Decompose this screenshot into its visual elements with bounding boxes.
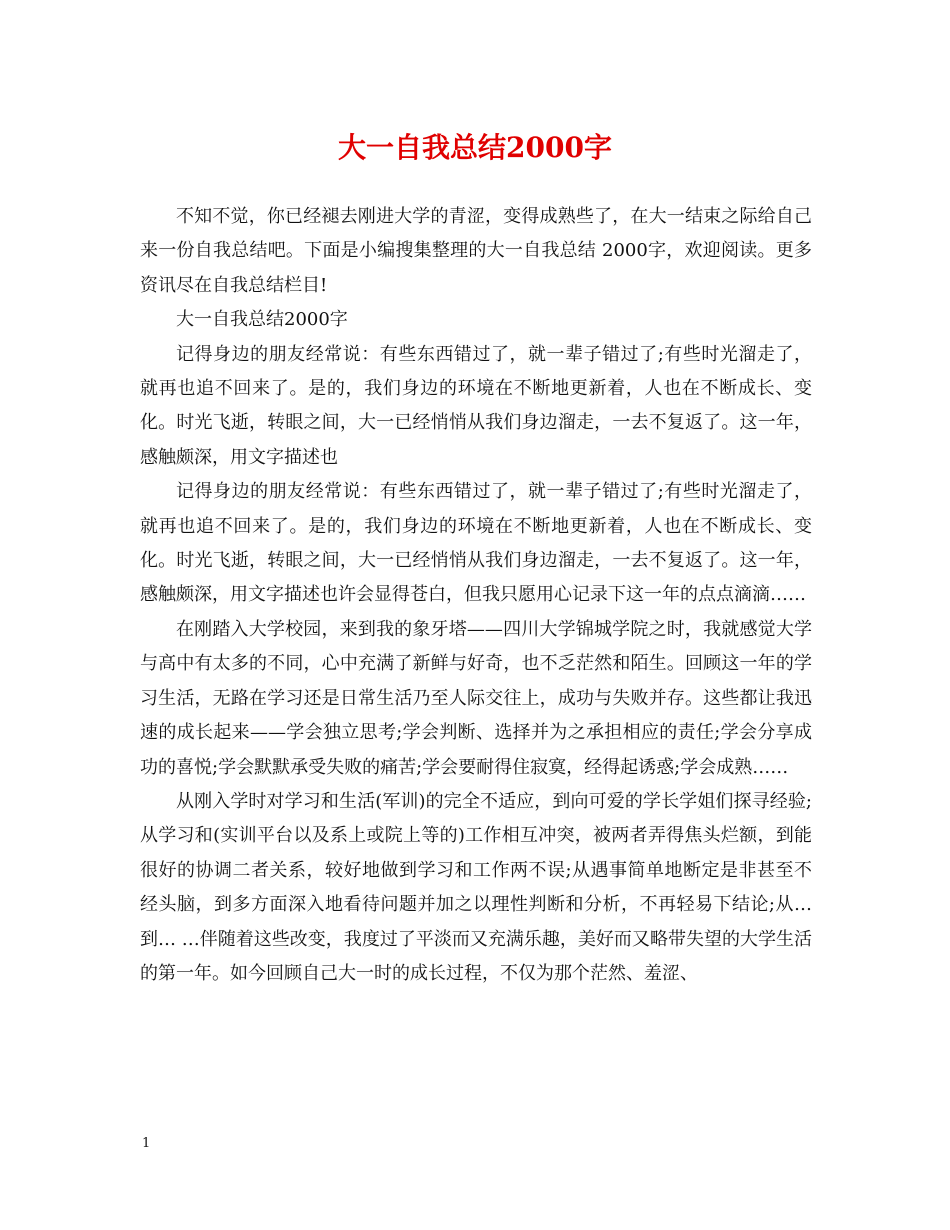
paragraph-growth: 从刚入学时对学习和生活(军训)的完全不适应，到向可爱的学长学姐们探寻经验;从学习和(实训平台以及系上或院上等的)工作相互冲突，被两者弄得焦头烂额，到能很好的协调二者关系，较好地做到学习和工作两不误;从遇事简单地断定是非甚至不经头脑，到多方面深入地看待问题并加之以理性判断和分析，不再轻易下结论;从…到… …伴随着这些改变，我度过了平淡而又充满乐趣，美好而又略带失望的大学生活的第一年。如今回顾自己大一时的成长过程，不仅为那个茫然、羞涩、 [140, 790, 812, 984]
page-number: 1 [142, 1136, 151, 1151]
paragraph-subtitle: 大一自我总结2000字 [176, 309, 348, 331]
paragraph-friends-saying: 记得身边的朋友经常说：有些东西错过了，就一辈子错过了;有些时光溜走了，就再也追不回来了。是的，我们身边的环境在不断地更新着，人也在不断成长、变化。时光飞逝，转眼之间，大一已经悄悄从我们身边溜走，一去不复返了。这一年，感触颇深，用文字描述也许会显得苍白，但我只愿用心记录下这一年的点点滴滴…… [140, 481, 812, 606]
paragraph-intro: 不知不觉，你已经褪去刚进大学的青涩，变得成熟些了，在大一结束之际给自己来一份自我总结吧。下面是小编搜集整理的大一自我总结 2000字，欢迎阅读。更多资讯尽在自我总结栏目! [140, 206, 812, 296]
paragraph-excerpt: 记得身边的朋友经常说：有些东西错过了，就一辈子错过了;有些时光溜走了，就再也追不回来了。是的，我们身边的环境在不断地更新着，人也在不断成长、变化。时光飞逝，转眼之间，大一已经悄悄从我们身边溜走，一去不复返了。这一年，感触颇深，用文字描述也 [140, 343, 812, 468]
paragraph-campus-arrival: 在刚踏入大学校园，来到我的象牙塔——四川大学锦城学院之时，我就感觉大学与高中有太多的不同，心中充满了新鲜与好奇，也不乏茫然和陌生。回顾这一年的学习生活，无路在学习还是日常生活乃至人际交往上，成功与失败并存。这些都让我迅速的成长起来——学会独立思考;学会判断、选择并为之承担相应的责任;学会分享成功的喜悦;学会默默承受失败的痛苦;学会要耐得住寂寞，经得起诱惑;学会成熟…… [140, 618, 812, 778]
document-body [140, 200, 812, 991]
page-title: 大一自我总结2000字 [338, 131, 612, 164]
